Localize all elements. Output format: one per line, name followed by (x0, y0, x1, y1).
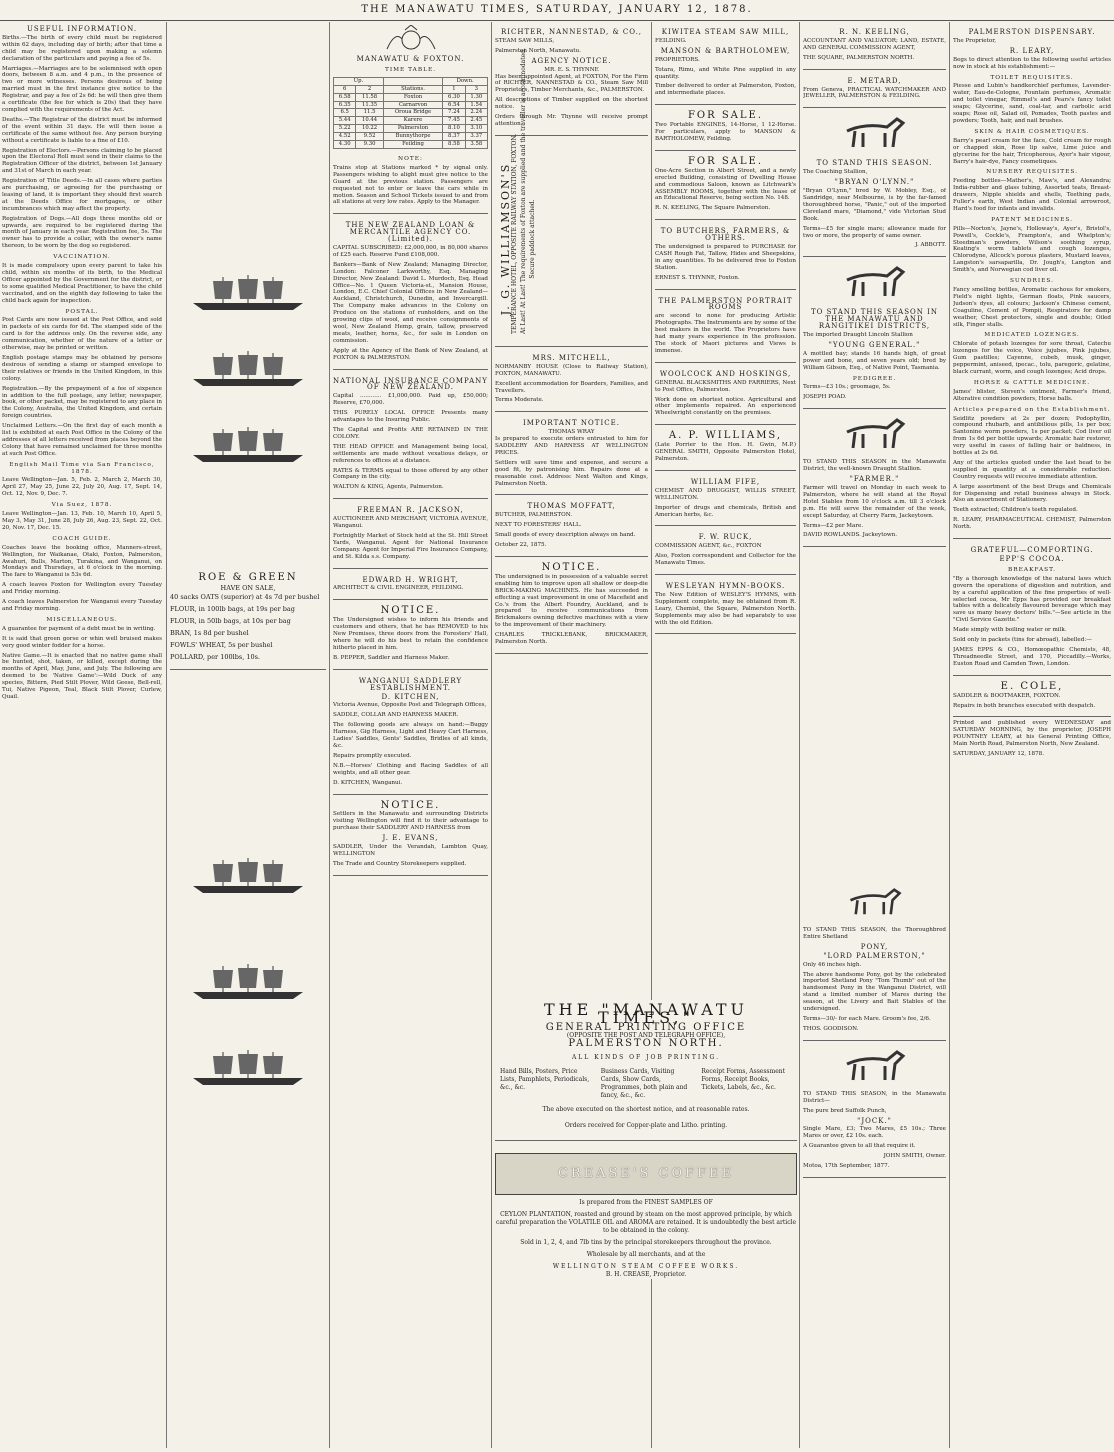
vaccination-text: It is made compulsory upon every parent to take his child, within six months of its birth, to the Medical Officer appointed by the Government for the district, or to some qualified Medical Practitioner, to have the child vaccinated, and on the eighth day following to take the child back again for inspection. (2, 263, 162, 304)
kitchen-trade: SADDLE, COLLAR AND HARNESS MAKER. (333, 712, 459, 719)
crease-coffee-banner: CREASE'S COFFEE (495, 1153, 797, 1195)
williamson-body: At Last! At Last! The requirements of Foxton are supplied and the traveller is accommodated. (520, 47, 527, 334)
epps-sig: JAMES EPPS & CO., Homœopathic Chemists, 48, Threadneedle Street, and 170, Piccadilly.—Works, Euston Road and Camden Town, London. (953, 646, 1111, 667)
printing-orders: Orders received for Copper-plate and Litho. printing. (564, 1122, 728, 1129)
lordp-terms: Terms—30/- for each Mare. Groom's fee, 2/6. (803, 1015, 931, 1022)
skin-title: SKIN & HAIR COSMETIQUES. (974, 128, 1090, 135)
horse-illustration (803, 1044, 946, 1088)
cole-body: Repairs in both branches executed with despatch. (953, 702, 1096, 709)
fife-body: Importer of drugs and chemicals, British and American herbs, &c. (655, 504, 796, 518)
tricklebank-notice (495, 560, 648, 654)
lordp-name: "LORD PALMERSTON," (823, 951, 926, 960)
for-sale-title: FOR SALE. (687, 110, 764, 122)
lordp-sig: THOS. GOODISON. (803, 1025, 859, 1032)
useful-title: USEFUL INFORMATION. (26, 25, 138, 33)
loan-agency-ad (333, 217, 488, 369)
tt-down-label: Down. (443, 77, 488, 85)
printing-exec: The above executed on the shortest notice, and at reasonable rates. (542, 1106, 750, 1113)
registration-text: Registration.—By the prepayment of a fee of sixpence in addition to the full postage, any letter, newspaper, book, or other packet, may be registered to any place in the Colony, Australia, the United Kingdom, and certain foreign countries. (2, 385, 162, 420)
general-body: A mottled bay; stands 16 hands high, of great power and bone, and seven years old; bred by William Gibson, Esq., of Native Point, Tasmania. (803, 350, 946, 371)
for-sale-body: One-Acre Section in Albert Street, and a newly erected Building, consisting of Dwelling House and commodious Saloon, known as Litchwark's ASSEMBLY ROOMS, together with the lease of an Educational Reserve, being section No. 148. (655, 167, 796, 202)
ruck-ad (655, 529, 796, 575)
insurance-rates: RATES & TERMS equal to those offered by any other Company in the city. (333, 467, 488, 481)
misc-title: MISCELLANEOUS. (46, 616, 118, 623)
masthead: THE MANAWATU TIMES, SATURDAY, JANUARY 12, 1878. (0, 0, 1114, 21)
for-sale-body: Two Portable ENGINES, 14-Horse, 1 12-Horse. For particulars, apply to MANSON & BARTHOLOMEW, Feilding. (655, 122, 796, 142)
lordp-sub: PONY, (860, 942, 889, 951)
toilet-title: TOILET REQUISITES. (990, 74, 1074, 81)
toilet-body: Piesse and Lubin's handkerchief perfumes, Lavender-water, Eau-de-Cologne, Fountain perfumes, Aromatic and toilet vinegar, Rimmel's and Pears's fancy toilet soaps; Glycerine, sand, coal-tar, and carbolic acid soaps; Rose oil, Salad oil, Pomades, Tooth pastes and powders; Tooth, hair, and nail brushes. (953, 83, 1111, 124)
ship-illustration (170, 422, 326, 468)
wray-body: Is prepared to execute orders entrusted to him for SADDLERY AND HARNESS AT WELLINGTON PRICES. (495, 436, 648, 456)
for-sale-section (655, 154, 796, 220)
leary-sig: R. LEARY, PHARMACEUTICAL CHEMIST, Palmerston North. (953, 517, 1111, 531)
coach-text: Coaches leave the booking office, Manners-street, Wellington, for Waikanae, Otaki, Foxton, Palmerston, Awahuri, Bulls, Marton, Turakina, and Wanganui, on Mondays and Thursdays, at 6 o'clock in the morning. The fare to Wanganui is 53s 6d. (2, 544, 162, 579)
farmer-name: "FARMER." (849, 475, 900, 484)
postal-title: POSTAL. (65, 308, 99, 315)
epps-sold: Sold only in packets (tins for abroad), labelled:— (953, 637, 1092, 644)
olynn-sig: J. ABBOTT. (915, 242, 946, 249)
insurance-retained: The Capital and Profits ARE RETAINED IN THE COLONY. (333, 426, 488, 440)
epps-made: Made simply with boiling water or milk. (953, 627, 1067, 634)
coffee-sold: Sold in 1, 2, 4, and 7lb tins by the principal storekeepers throughout the province. (520, 1239, 772, 1246)
thynne-title: TO BUTCHERS, FARMERS, & OTHERS. (660, 227, 791, 243)
epps-name: EPP'S COCOA. (999, 555, 1065, 563)
ruck-sub: COMMISSION AGENT, &c., FOXTON (655, 543, 762, 550)
thynne-body: The undersigned is prepared to PURCHASE for CASH Rough Fat, Tallow, Hides and Sheepskins, in any quantities. To be delivered free to Foxton Station. (655, 244, 796, 271)
general-title: TO STAND THIS SEASON IN THE MANAWATU AND RANGITIKEI DISTRICTS, (810, 308, 939, 331)
ship-illustration (170, 1045, 326, 1091)
loan-title: THE NEW ZEALAND LOAN & MERCANTILE AGENCY CO. (Limited). (345, 221, 476, 244)
leary-dispensary-ad (953, 24, 1111, 539)
nursery-body: Feeding bottles—Mather's, Maw's, and Alexandra; India-rubber and glass tubing, Assorted teats, Breast-drawers, Nipple shields and shells, Teething pads, Fuller's earth, West Indian and Colonial arrowroot, Hard's food for infants and invalids. (953, 178, 1111, 212)
jock-ad (803, 1088, 946, 1178)
roe-line: FOWLS' WHEAT, 5s per bushel (170, 641, 273, 649)
printing-col-2: Business Cards, Visiting Cards, Show Cards, Programmes, both plain and fancy, &c., &c. (600, 1068, 688, 1099)
imprint-date: SATURDAY, JANUARY 12, 1878. (953, 751, 1045, 758)
printing-sub: GENERAL PRINTING OFFICE (545, 1022, 747, 1033)
freeman-jackson-ad (333, 502, 488, 568)
kiwitea-ad (655, 24, 796, 105)
printing-opp: (OPPOSITE THE POST AND TELEGRAPH OFFICE), (566, 1032, 726, 1039)
quoted-text: Any of the articles quoted under the last head to be supplied in quantity at a considerable reduction. Country requests will receive immediate attention. (953, 459, 1111, 480)
pepper-notice (333, 603, 488, 669)
skin-body: Barry's pearl cream for the face, Cold cream for rough or chapped skin, Rose lip salve, Lime juice and glycerine for the hair, Tricopherous, Ayer's hair vigour, Barry's hair-dye, Fancy cosmetiques. (953, 137, 1111, 165)
olynn-body: "Bryan O'Lynn," bred by W. Mobley, Esq., of Sandridge, near Melbourne, is by the far-famed thoroughbred horse, "Panic," out of the imported Cleveland mare, "Diamond," vide Victorian Stud Book. (803, 188, 946, 222)
olynn-sub: The Coaching Stallion, (803, 169, 868, 176)
coffee-whole: Wholesale by all merchants, and at the (586, 1251, 706, 1258)
agency-body-2: All descriptions of Timber supplied on the shortest notice. (495, 97, 648, 111)
column-dispensary (953, 24, 1111, 1448)
pepper-body: The Undersigned wishes to inform his friends and customers and others, that he has REMOVED to his New Premises, three doors from the Foresters' Hall, where he will do his best to retain the confidence hitherto placed in him. (333, 617, 488, 651)
jock-sub: The pure bred Suffolk Punch, (803, 1107, 887, 1114)
column-shipping (170, 24, 326, 1448)
wright-ad (333, 572, 488, 601)
leary-sub: The Proprietor, (953, 37, 997, 44)
ship-illustration (170, 959, 326, 1005)
farmer-sig: DAVID ROWLANDS. Jackeytown. (803, 532, 897, 539)
wright-sub: ARCHITECT & CIVIL ENGINEER, FEILDING. (333, 585, 464, 592)
williamson-foot: Secure paddock attached. (529, 199, 536, 279)
epps-cocoa-ad (953, 542, 1111, 676)
title-deeds-text: Registration of Title Deeds.—In all cases where parties are purchasing, or agreeing for the purchasing or leasing of land, it is important they should first search at the Deeds Office for mortgages, or other incumbrances which may affect the property. (2, 178, 162, 212)
lordp-title: TO STAND THIS SEASON, the Thoroughbred Entire Shetland (803, 927, 946, 940)
apw-ad (655, 428, 796, 471)
epps-body: "By a thorough knowledge of the natural laws which govern the operations of digestion and nutrition, and by a careful application of the fine properties of well-selected cocoa, Mr Epps has provided our breakfast tables with a delicately flavoured beverage which may save us many heavy doctors' bills."—See article in the "Civil Service Gazette." (953, 575, 1111, 624)
pepper-sig: B. PEPPER, Saddler and Harness Maker. (333, 654, 449, 661)
gorse-text: It is said that green gorse or whin well bruised makes very good winter fodder for a horse. (2, 635, 162, 649)
bryan-olynn-ad (803, 155, 946, 257)
keeling-ad (803, 24, 946, 70)
general-terms: Terms—£3 10s.; groomage, 5s. (803, 384, 891, 391)
column-kiwitea (655, 24, 796, 982)
tricklebank-body: The undersigned is in possession of a valuable secret enabling him to improve upon all shallow or deep-die BRICK-MAKING MACHINES. He has succeeded in effecting a vast improvement in one of Macefield and Co.'s from the Albert Foundry, Auckland, and is prepared to receive communications from Brickmakers owning defective machines with a view to the improvement of their machinery. (495, 573, 648, 629)
horse-medicine-body: James' blister, Steven's ointment, Farmer's friend, Alterative condition powders, Horse balls. (953, 388, 1111, 402)
column-useful-information (2, 24, 162, 1448)
portrait-rooms-ad (655, 293, 796, 363)
misc-text: A guarantee for payment of a debt must be in writing. (2, 625, 156, 632)
vaccination-title: VACCINATION. (53, 254, 111, 261)
lord-palmerston-ad (803, 924, 946, 1041)
leary-body: Begs to direct attention to the following useful articles now in stock at his establishment:— (953, 56, 1111, 70)
kiwitea-body-2: Timber delivered to order at Palmerston, Foxton, and intermediate places. (655, 83, 796, 97)
fife-ad (655, 474, 796, 527)
insurance-ad (333, 373, 488, 500)
timetable: Up. Down. 6 2 Stations. 1 3 6.58 11.58 Foxton 6.30 1.30 6.35 11.35 Carnarvon 6.54 1.54 6.5 11.5 Oroua Bridge 7.24 2.24 5.44 10.44 Karere 7.45 2.45 5.22 10.22 Palmerston 8.10 3.10 4.52 9.52 Bunnythorpe 8.37 3.37 4.30 9.30 Feilding 8.58 3.58 (333, 77, 488, 149)
table-row: 4.30 9.30 Feilding 8.58 3.58 (334, 141, 488, 149)
insurance-head: THE HEAD OFFICE and Management being local, settlements are made without vexatious delays, or references to offices at a distance. (333, 443, 488, 464)
pepper-title: NOTICE. (380, 605, 441, 617)
lozenges-body: Chlorate of potash lozenges for sore throat, Catechu lozenges for the voice, Voice jujubes, Pink jujubes, Gum pastilles; Cayenne, cubeb, musk, ginger, peppermint, aniseed, ipecac., tolu, paregoric, gelatine, black currant, worm, and cough lozenges; Acid drops. (953, 341, 1111, 375)
cole-title: E. COLE, (1000, 680, 1064, 692)
woolcock-title: WOOLCOCK AND HOSKINGS, (659, 369, 792, 378)
fife-title: WILLIAM FIFE, (690, 477, 761, 486)
kitchen-title: WANGANUI SADDLERY ESTABLISHMENT. (358, 676, 463, 692)
table-row: 6.35 11.35 Carnarvon 6.54 1.54 (334, 101, 488, 109)
agency-body: Has been appointed Agent, at FOXTON, For the Firm of RICHTER, NANNESTAD & CO., Steam Saw Mill Proprietors, Timber Merchants, &c., PALMERSTON. (495, 73, 648, 94)
moffatt-sub: BUTCHER, PALMERSTON. (495, 512, 573, 519)
woolcock-ad (655, 366, 796, 425)
column-railway (333, 24, 488, 1448)
insurance-title: NATIONAL INSURANCE COMPANY OF NEW ZEALAND. (333, 376, 488, 392)
coffee-body: CEYLON PLANTATION, roasted and ground by steam on the most approved principle, by which careful preparation the VOLATILE OIL and AROMA are retained. It is undoubtedly the best article to be obtained in the colony. (495, 1211, 797, 1234)
ruck-title: F. W. RUCK, (698, 533, 753, 542)
thynne-sig: ERNEST S. THYNNE, Foxton. (655, 274, 740, 281)
mitchell-house: NORMANBY HOUSE (Close to Railway Station), FOXTON, MANAWATU. (495, 363, 648, 377)
freeman-title: FREEMAN R. JACKSON, (357, 506, 464, 515)
roe-green-sub: HAVE ON SALE, (220, 584, 276, 592)
insurance-office: THIS PURELY LOCAL OFFICE Presents many advantages to the Insuring Public. (333, 410, 488, 424)
moffatt-ad (495, 498, 648, 557)
loan-body: Bankers—Bank of New Zealand; Managing Director, London: Falconer Larkworthy, Esq. Managing Director, New Zealand: David L. Murdoch, Esq. Head Office—No. 1 Queen Victoria-st., Mansion House, London, E.C. Chief Colonial Offices in New Zealand—Auckland, Christchurch, Dunedin, and Invercargill. The Company make advances in the Colony on Produce on the stations of runholders, and on the growing clips of wool, and receive consignments of wool, New Zealand Hemp, grain, tallow, preserved meats, leather, horns, &c., for sale in London on commission. (333, 261, 488, 344)
evans-sub: SADDLER, Under the Verandah, Lambton Quay, WELLINGTON (333, 844, 488, 857)
for-sale-engines (655, 108, 796, 151)
mail-text: Leave Wellington—Jan. 5, Feb. 2, March 2, March 30, April 27, May 25, June 22, July 20, Aug. 17, Sept. 14, Oct. 12, Nov. 9, Dec. 7. (2, 477, 162, 498)
printing-kinds: ALL KINDS OF JOB PRINTING. (571, 1054, 721, 1061)
epps-sub: BREAKFAST. (1008, 566, 1056, 573)
richter-sub: STEAM SAW MILLS, (495, 37, 555, 44)
stock-text: A large assortment of the best Drugs and Chemicals for Dispensing and retail business always in Stock. Also an assortment of Stationery. (953, 483, 1111, 504)
jock-sig: JOHN SMITH, Owner. (883, 1153, 946, 1160)
epps-title: GRATEFUL—COMFORTING. (970, 546, 1094, 555)
sundries-body: Fancy smelling bottles, Aromatic cachous for smokers, Field's night lights, German floats, Pink saucers, Judson's dyes, all colours; Jackson's Chinese cement, Coaguline, Cement of Pompii, Respirators for damp weather, Chest protectors, single and double; Oiled silk, Finger stalls. (953, 287, 1111, 328)
note-title: NOTE: (398, 155, 423, 162)
portrait-title: THE PALMERSTON PORTRAIT ROOMS (658, 296, 793, 312)
leary-name: R. LEARY, (1009, 46, 1055, 55)
for-sale-sig: R. N. KEELING, The Square Palmerston. (655, 205, 771, 212)
imprint (953, 720, 1111, 758)
kiwitea-sub: PROPRIETORS. (655, 56, 700, 63)
moffatt-title: THOMAS MOFFATT, (527, 502, 616, 511)
portrait-body: are second to none for producing Artistic Photographs. The Instruments are by some of the best makers in the world. The Proprietors have had many years experience in the profession. The stock of Maori pictures and Views is immense. (655, 313, 796, 354)
cole-ad (953, 679, 1111, 718)
horse-illustration (803, 412, 946, 456)
freeman-sub: AUCTIONEER AND MERCHANT, VICTORIA AVENUE, Wanganui. (333, 516, 488, 530)
general-sig: JOSEPH POAD. (803, 394, 847, 401)
for-sale-title: FOR SALE. (687, 155, 764, 167)
insurance-agent: WALTON & KING, Agents, Palmerston. (333, 484, 444, 491)
kitchen-ad (333, 673, 488, 795)
nursery-title: NURSERY REQUISITES. (986, 169, 1078, 176)
ship-illustration (170, 853, 326, 899)
freeman-body: Fortnightly Market of Stock held at the St. Hill Street Yards, Wanganui. Agent for National Insurance Company. Agent for Imperial Fire Insurance Company, and St. Kilda s.s. Company. (333, 532, 488, 560)
horse-medicine-title: HORSE & CATTLE MEDICINE. (973, 379, 1091, 386)
imprint-body: Printed and published every WEDNESDAY and SATURDAY MORNING, by the proprietor, JOSEPH POUNTNEY LEARY, at his General Printing Office, Main North Road, Palmerston North, New Zealand. (953, 720, 1111, 748)
patent-title: PATENT MEDICINES. (991, 216, 1073, 223)
agency-body-3: Orders through Mr. Thynne will receive prompt attention. (495, 114, 648, 127)
wesleyan-body: The New Edition of WESLEY'S HYMNS, with Supplement complete, may be obtained from R. Leary, Chemist, the Square, Palmerston North. Supplements may also be had separately to use with the old Edition. (655, 591, 796, 626)
loan-foot: Apply at the Agency of the Bank of New Zealand, at FOXTON & PALMERSTON. (333, 347, 488, 361)
coach-title: COACH GUIDE. (52, 535, 112, 542)
table-row: 6.5 11.5 Oroua Bridge 7.24 2.24 (334, 109, 488, 117)
evans-foot: The Trade and Country Storekeepers supplied. (333, 860, 467, 867)
printing-title: THE "MANAWATU TIMES," (543, 1000, 749, 1027)
roe-line: POLLARD, per 100lbs, 10s. (170, 653, 261, 661)
suez-title: Via Suez, 1878. (51, 502, 113, 509)
patent-body: Pills—Norton's, Jayne's, Holloway's, Ayer's, Bristol's, Powell's, Cockle's, Frampton's, and Whelpton's; Steedman's powders, Wilson's soothing syrup, Keating's worm tablets and cough lozenges, Chlorodyne, Allcock's porous plasters, Mustard leaves, Langston's sarsaparilla, Dr. Jough's, Langton and Smith's, and Norwegian cod liver oil. (953, 225, 1111, 274)
general-name: "YOUNG GENERAL." (828, 340, 921, 349)
printing-place: PALMERSTON NORTH. (568, 1038, 724, 1049)
printing-office-block (495, 1000, 797, 1279)
apw-title: A. P. WILLIAMS, (668, 430, 783, 442)
richter-ad (495, 24, 648, 136)
coach-text-2: A coach leaves Foxton for Wellington every Tuesday and Friday morning. (2, 582, 162, 596)
roe-line: 40 sacks OATS (superior) at 4s 7d per bushel (170, 593, 320, 601)
thynne-ad (655, 223, 796, 289)
roe-line: FLOUR, in 50lb bags, at 10s per bag (170, 617, 291, 625)
evans-name: J. E. EVANS, (382, 834, 439, 843)
farmer-ad (803, 456, 946, 547)
general-sub: The imported Draught Lincoln Stallion (803, 332, 913, 339)
young-general-ad (803, 304, 946, 409)
lordp-height: Only 46 inches high. (803, 961, 862, 968)
kitchen-sig: D. KITCHEN, Wanganui. (333, 779, 403, 786)
ship-illustration (170, 346, 326, 392)
printing-col-1: Hand Bills, Posters, Price Lists, Pamphlets, Periodicals, &c., &c. (500, 1068, 590, 1091)
wesleyan-ad (655, 578, 796, 634)
coffee-intro: Is prepared from the FINEST SAMPLES OF (579, 1199, 713, 1206)
wray-title: IMPORTANT NOTICE. (523, 419, 620, 428)
metard-title: E. METARD, (847, 76, 902, 85)
dogs-text: Registration of Dogs.—All dogs three months old or upwards, are required to be registered during the month of January in each year. Registration fee, 5s. The owner has to provide a collar, with the owner's name thereon, to be worn by the dog so registered. (2, 215, 162, 250)
roe-green-ad (170, 568, 326, 670)
kiwitea-place: FEILDING. (655, 37, 687, 44)
wray-body-2: Settlers will save time and expense, and secure a good fit, by patronising him. Repairs done at a reasonable cost. Address: Next Walton and Kings, Palmerston North. (495, 459, 648, 487)
farmer-terms: Terms—£2 per Mare. (803, 522, 864, 529)
farmer-title: TO STAND THIS SEASON in the Manawatu District, the well-known Draught Stallion. (803, 459, 946, 473)
kitchen-addr: Victoria Avenue, Opposite Post and Telegraph Offices, (333, 702, 487, 709)
royal-crest-icon (333, 24, 488, 54)
roe-line: BRAN, 1s 8d per bushel (170, 629, 249, 637)
loan-capital: CAPITAL SUBSCRIBED: £2,000,000, in 80,000 shares of £25 each. Reserve Fund £108,000. (333, 245, 488, 258)
keeling-sub: ACCOUNTANT AND VALUATOR; LAND, ESTATE, AND GENERAL COMMISSION AGENT, (803, 37, 946, 51)
sundries-title: SUNDRIES. (1009, 278, 1055, 285)
deaths-text: Deaths.—The Registrar of the district must be informed of the event within 31 days. He will then issue a certificate of the same without fee. Any person burying without a certificate is liable to a fine of £10. (2, 116, 162, 144)
kitchen-repairs: Repairs promptly executed. (333, 752, 412, 759)
timetable-sub: TIME TABLE. (384, 66, 437, 73)
tricklebank-title: NOTICE. (541, 562, 602, 573)
williamson-hotel: TEMPERANCE HOTEL, OPPOSITE RAILWAY STATION, FOXTON. (511, 133, 518, 334)
wray-ad (495, 415, 648, 495)
apw-sub: (Late Porrier to the Hon. H. Gwin, M.P.) GENERAL SMITH, Opposite Palmerston Hotel, Palmerston. (655, 442, 796, 462)
unclaimed-text: Unclaimed Letters.—On the first day of each month a list is exhibited at each Post Office in the Colony of the addresses of all letters received from places beyond the Colony that have remained unclaimed for three months at such Post Office. (2, 423, 162, 457)
tt-stations-label: Stations. (383, 85, 442, 93)
kitchen-name: D. KITCHEN, (381, 692, 440, 701)
electors-text: Registration of Electors.—Persons claiming to be placed upon the Electoral Roll must send in their claims to the Registration Officer of the district, between 1st January and 31st of March in each year. (2, 147, 162, 175)
keeling-addr: THE SQUARE, PALMERSTON NORTH. (803, 54, 915, 61)
wray-name: THOMAS WRAY (548, 429, 595, 436)
lordp-body: The above handsome Pony, got by the celebrated imported Shetland Pony "Tom Thumb" out of the handsomest Pony in the Wanganui District, will stand a limited number of Mares during the season, at the Livery and Bait Stables of the undersigned. (803, 971, 946, 1013)
wesleyan-title: WESLEYAN HYMN-BOOKS. (665, 582, 786, 591)
postal-text: Post Cards are now issued at the Post Office, and sold in packets of six cards for 6d. The stamped side of the card is for the address only. On the reverse side, any communication, whether of the nature of a letter or otherwise, may be printed or written. (2, 317, 162, 352)
kiwitea-title: KIWITEA STEAM SAW MILL, (661, 28, 790, 36)
richter-title: RICHTER, NANNESTAD, & CO., (500, 28, 643, 36)
insurance-capital: Capital ............ £1,000,000. Paid up, £50,000; Reserve, £70,000. (333, 393, 488, 407)
marriages-text: Marriages.—Marriages are to be solemnised with open doors, between 8 a.m. and 4 p.m., in the presence of two or more witnesses. Persons desirous of being married must in the first instance give notice to the Registrar, and pay a fee of 2s 6d: he will then give them a certificate (the fee for which is 20s) that they have complied with the requirements of the Act. (2, 65, 162, 113)
moffatt-date: October 22, 1875. (495, 542, 547, 549)
moffatt-body: Small goods of every description always on hand. (495, 532, 636, 539)
agency-name: MR. E. S. THYNNE (544, 66, 599, 73)
table-row: 5.22 10.22 Palmerston 8.10 3.10 (334, 125, 488, 133)
metard-sub: From Geneva, PRACTICAL WATCHMAKER AND JEWELLER, PALMERSTON & FEILDING. (803, 86, 946, 100)
mitchell-terms: Terms Moderate. (495, 397, 544, 404)
evans-notice (333, 798, 488, 876)
ship-illustration (170, 270, 326, 316)
ruck-body: Also, Foxton correspondent and Collector for the Manawatu Times. (655, 553, 796, 567)
richter-place: Palmerston North, Manawatu. (495, 47, 581, 54)
table-row: 4.52 9.52 Bunnythorpe 8.37 3.37 (334, 133, 488, 141)
evans-body: Settlers in the Manawatu and surrounding Districts visiting Wellington will find it to their advantage to purchase their SADDLERY AND HARNESS from (333, 811, 488, 832)
jock-date: Motoa, 17th September, 1877. (803, 1163, 890, 1170)
wright-title: EDWARD H. WRIGHT, (362, 575, 459, 584)
farmer-body: Farmer will travel on Monday in each week to Palmerston, where he will stand at the Royal Hotel Stables from 10 o'clock a.m. till 3 o'clock p.m. He will serve the remainder of the week, except Saturday, at Cherry Farm, Jackeytown. (803, 485, 946, 519)
mail-title: English Mail Time via San Francisco, 1878. (9, 461, 155, 475)
general-pedigree: PEDIGREE. (852, 375, 897, 382)
cole-sub: SADDLER & BOOTMAKER, FOXTON. (953, 692, 1061, 699)
native-game-text: Native Game.—It is enacted that no native game shall be hunted, shot, taken, or killed, except during the months of April, May, June, and July. The following are deemed to be 'Native Game':—Wild Duck of any species, Bittern, Pied Stilt Plover, Wild Geese, Bell-rell, Tui, Native Pigeon, Teal, Black Stilt Plover, Curlew, Quail. (2, 652, 162, 700)
evans-title: NOTICE. (380, 799, 441, 811)
teeth-text: Teeth extracted; Children's teeth regulated. (953, 507, 1078, 514)
articles-title: Articles prepared on the Establishment. (953, 406, 1111, 413)
mitchell-body: Excellent accommodation for Boarders, Families, and Travellers. (495, 380, 648, 394)
suez-text: Leave Wellington—Jan. 13, Feb. 10, March 10, April 5, May 3, May 31, June 28, July 26, Aug. 23, Sept. 22, Oct. 20, Nov. 17, Dec. 15. (2, 511, 162, 531)
olynn-title: TO STAND THIS SEASON. (816, 159, 933, 168)
tt-up-label: Up. (334, 77, 384, 85)
keeling-title: R. N. KEELING, (839, 28, 910, 36)
coach-text-3: A coach leaves Palmerston for Wanganui every Tuesday and Friday morning. (2, 599, 162, 612)
mitchell-ad (495, 350, 648, 412)
agency-title: AGENCY NOTICE. (531, 56, 612, 65)
tricklebank-sig: CHARLES TRICKLEBANK, BRICKMAKER, Palmerston North. (495, 632, 648, 646)
leary-title: PALMERSTON DISPENSARY. (968, 28, 1096, 36)
jock-name: "JOCK." (857, 1116, 892, 1125)
roe-green-title: ROE & GREEN (198, 572, 298, 583)
pony-illustration (803, 880, 946, 924)
coffee-works: WELLINGTON STEAM COFFEE WORKS. (552, 1263, 740, 1270)
olynn-terms: Terms—£5 for single mare; allowance made for two or more, the property of same owner. (803, 225, 946, 239)
coffee-prop: B. H. CREASE, Proprietor. (605, 1271, 687, 1278)
births-text: Births.—The birth of every child must be registered within 62 days, including day of birth; after that time a child may be registered upon making a solemn declaration of the particulars and paying a fee of 5s. (2, 34, 162, 62)
metard-ad (803, 73, 946, 109)
printing-col-3: Receipt Forms, Assessment Forms, Receipt Books, Tickets, Labels, &c., &c. (701, 1068, 786, 1091)
lozenges-title: MEDICATED LOZENGES. (984, 332, 1080, 339)
roe-line: FLOUR, in 100lb bags, at 19s per bag (170, 605, 295, 613)
woolcock-body: Work done on shortest notice. Agricultural and other implements repaired. An experienced Wheelwright constantly on the premises. (655, 396, 796, 417)
note-text: Trains stop at Stations marked * by signal only. Passengers wishing to alight must give notice to the Guard at the previous station. Passengers are requested not to enter or leave the cars while in motion. Season and School Tickets issued to and from all stations at very low rates. Apply to the Manager. (333, 164, 488, 206)
woolcock-sub: GENERAL BLACKSMITHS AND FARRIERS, Next to Post Office, Palmerston. (655, 379, 796, 393)
timetable-note (333, 149, 488, 214)
fife-sub: CHEMIST AND DRUGGIST, WILLIS STREET, WELLINGTON. (655, 487, 796, 501)
olynn-name: "BRYAN O'LYNN." (834, 178, 915, 187)
articles-body: Seidlitz powders at 2s per dozen; Podophyllin, compound rhubarb, and antibilious pills, 1s per box; Santonine worm powders, 1s per packet; Cod liver oil from 1s 6d per bottle upwards; Aromatic hair restorer, very useful in cases of falling hair or baldness, in bottles at 2s 6d. (953, 415, 1111, 457)
jock-terms: Single Mare, £3; Two Mares, £5 10s.; Three Mares or over, £2 10s. each. (803, 1126, 946, 1140)
williamson-name: J. G. WILLIAMSON'S (499, 162, 512, 316)
kiwitea-firm: MANSON & BARTHOLOMEW, (660, 46, 791, 55)
table-row: 6.58 11.58 Foxton 6.30 1.30 (334, 93, 488, 101)
jock-body: A Guarantee given to all that require it. (803, 1143, 916, 1150)
timetable-title: MANAWATU & FOXTON. (356, 55, 465, 63)
kitchen-body: The following goods are always on hand:—Buggy Harness, Gig Harness, Light and Heavy Cart Harness, Ladies' Saddles, Gents' Saddles, Bridles of all kinds, &c. (333, 722, 488, 749)
mitchell-title: MRS. MITCHELL, (532, 353, 611, 362)
kitchen-nb: N.B.—Horses' Clothing and Racing Saddles of all weights, and all other gear. (333, 762, 488, 776)
horse-illustration (803, 111, 946, 155)
jock-title: TO STAND THIS SEASON, in the Manawatu District— (803, 1090, 946, 1104)
stamps-text: English postage stamps may be obtained by persons desirous of sending a stamp or stamped envelope to their relatives or friends in the United Kingdom, in this colony. (2, 354, 162, 382)
kiwitea-body: Totara, Rimu, and White Pine supplied in any quantity. (655, 66, 796, 80)
table-row: 5.44 10.44 Karere 7.45 2.45 (334, 117, 488, 125)
column-stallions-lower (803, 880, 946, 1448)
moffatt-addr: NEXT TO FORESTERS' HALL. (495, 522, 582, 529)
horse-illustration (803, 260, 946, 304)
